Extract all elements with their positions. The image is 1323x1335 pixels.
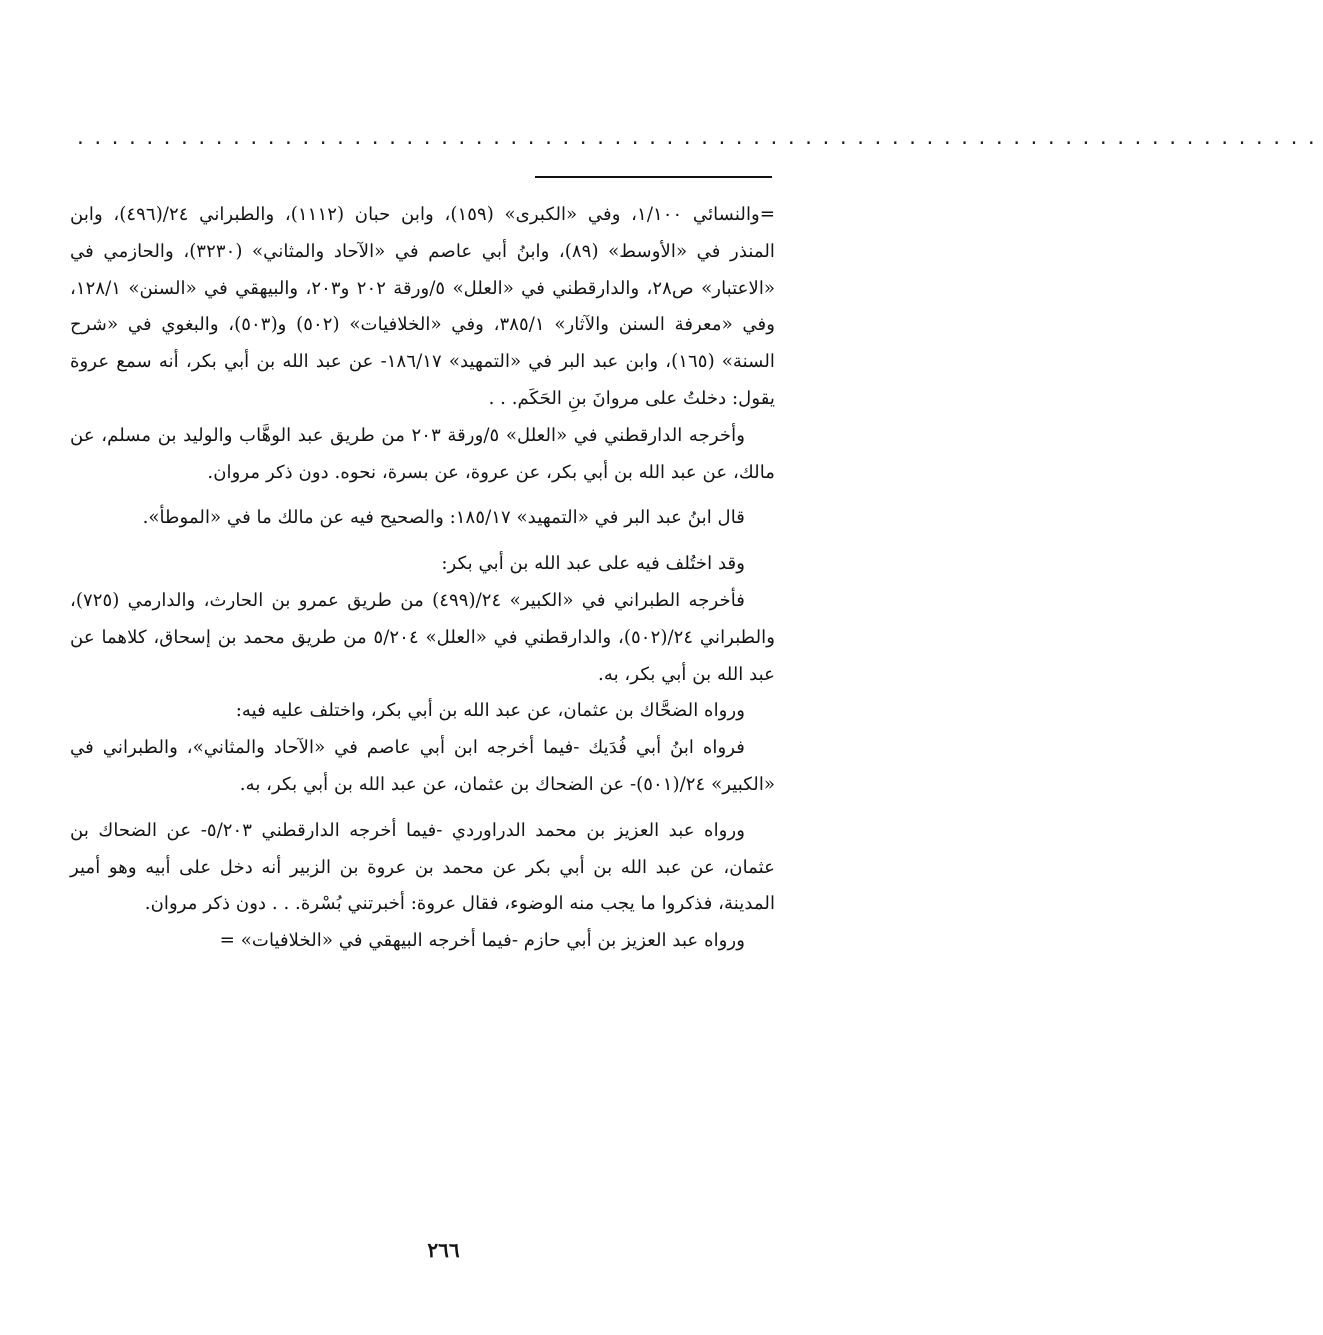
footnote-text <box>70 197 775 960</box>
paragraph-9: ورواه عبد العزيز بن أبي حازم -فيما أخرجه البيهقي في «الخلافيات» = <box>219 930 745 952</box>
paragraph-4: وقد اختُلف فيه على عبد الله بن أبي بكر: <box>441 553 745 575</box>
separator-dots: ........................................................................ <box>75 128 1323 149</box>
footnote-rule <box>535 176 772 178</box>
paragraph-5: فأخرجه الطبراني في «الكبير» ٢٤/(٤٩٩) من طريق عمرو بن الحارث، والدارمي (٧٢٥)، والطبراني ٢٤/(٥٠٢)، والدارقطني في «العلل» ٥/٢٠٤ من طريق محمد بن إسحاق، كلاهما عن عبد الله بن أبي بكر، به. <box>70 589 775 685</box>
paragraph-1: =والنسائي ١/١٠٠، وفي «الكبرى» (١٥٩)، وابن حبان (١١١٢)، والطبراني ٢٤/(٤٩٦)، وابن المنذر في «الأوسط» (٨٩)، وابنُ أبي عاصم في «الآحاد والمثاني» (٣٢٣٠)، والحازمي في «الاعتبار» ص٢٨، والدارقطني في «العلل» ٥/ورقة ٢٠٢ و٢٠٣، والبيهقي في «السنن» ١٢٨/١، وفي «معرفة السنن والآثار» ٣٨٥/١، وفي «الخلافيات» (٥٠٢) و(٥٠٣)، والبغوي في «شرح السنة» (١٦٥)، وابن عبد البر في «التمهيد» ١٨٦/١٧- عن عبد الله بن أبي بكر، أنه سمع عروة يقول: دخلتُ على مروانَ بنِ الحَكَم. . . <box>70 204 776 409</box>
paragraph-8: ورواه عبد العزيز بن محمد الدراوردي -فيما أخرجه الدارقطني ٥/٢٠٣- عن الضحاك بن عثمان، عن عبد الله بن أبي بكر عن محمد بن عروة بن الزبير أنه دخل على أبيه وهو أمير المدينة، فذكروا ما يجب منه الوضوء، فقال عروة: أخبرتني بُسْرة. . . دون ذكر مروان. <box>70 819 775 915</box>
page-number: ٢٦٦ <box>427 1238 460 1262</box>
paragraph-6: ورواه الضحَّاك بن عثمان، عن عبد الله بن أبي بكر، واختلف عليه فيه: <box>235 700 745 722</box>
paragraph-7: فرواه ابنُ أبي فُدَيك -فيما أخرجه ابن أبي عاصم في «الآحاد والمثاني»، والطبراني في «الكبير» ٢٤/(٥٠١)- عن الضحاك بن عثمان، عن عبد الله بن أبي بكر، به. <box>70 737 775 795</box>
paragraph-2: وأخرجه الدارقطني في «العلل» ٥/ورقة ٢٠٣ من طريق عبد الوهَّاب والوليد بن مسلم، عن مالك، عن عبد الله بن أبي بكر، عن عروة، عن بسرة، نحوه. دون ذكر مروان. <box>70 424 775 483</box>
paragraph-3: قال ابنُ عبد البر في «التمهيد» ١٨٥/١٧: والصحيح فيه عن مالك ما في «الموطأ». <box>142 507 745 529</box>
